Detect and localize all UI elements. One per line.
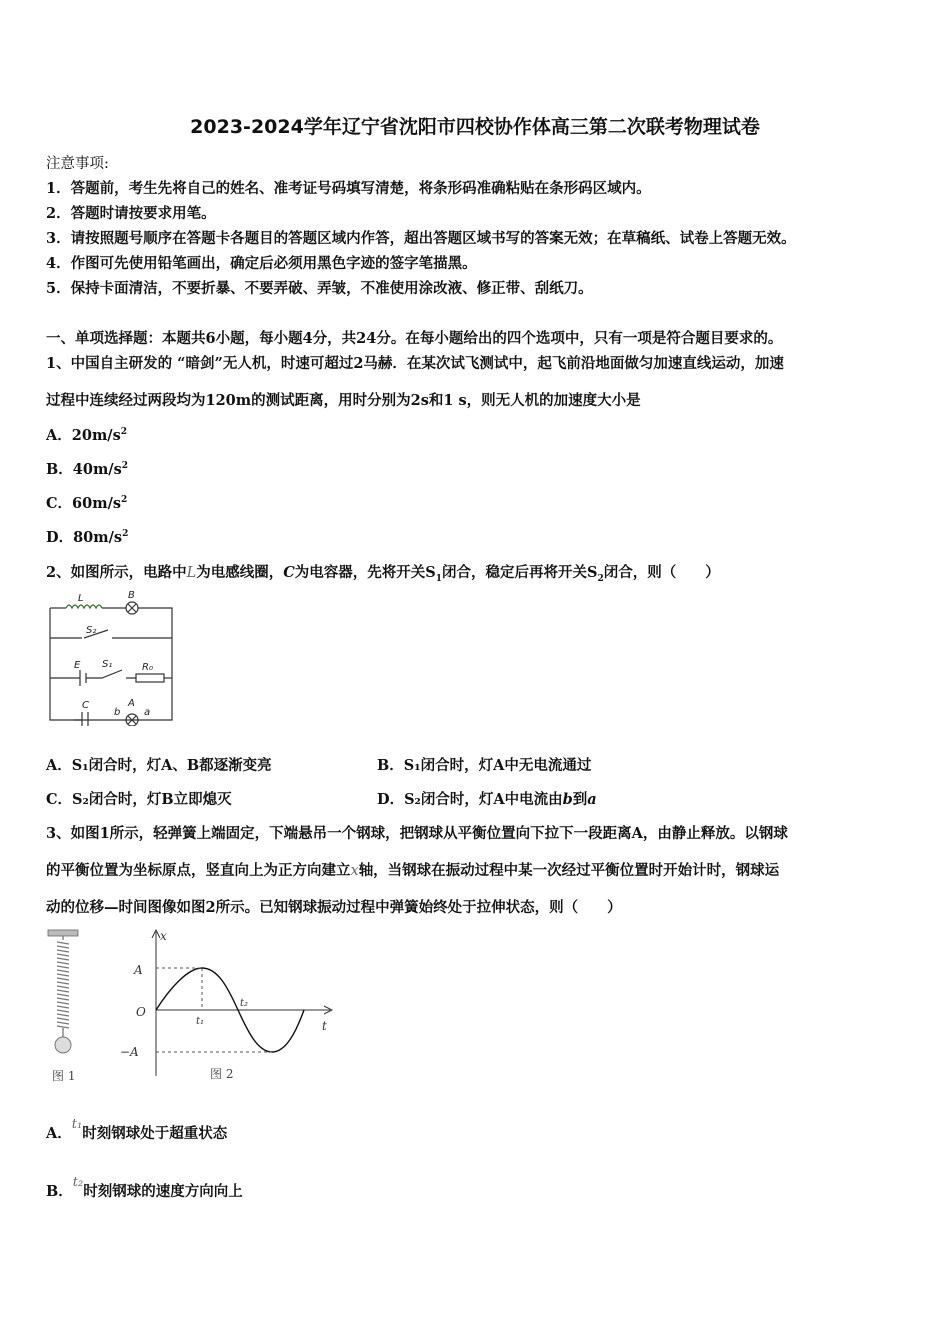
spring-figure xyxy=(44,928,84,1088)
q2-option-b[interactable]: B．S₁闭合时，灯A中无电流通过 xyxy=(377,757,592,774)
label-t2: t₂ xyxy=(240,998,249,1009)
notice-item: 1．答题前，考生先将自己的姓名、准考证号码填写清楚，将条形码准确粘贴在条形码区域内。 xyxy=(46,180,651,197)
q1-option-d[interactable]: D．$80m/s^2$ xyxy=(46,529,129,546)
circuit-diagram xyxy=(44,590,184,726)
label-origin: O xyxy=(136,1005,146,1019)
q3-stem-line2: 的平衡位置为坐标原点，竖直向上为正方向建立x轴，当钢球在振动过程中某一次经过平衡位置时开始计时，钢球运 xyxy=(46,862,780,879)
label-l: L xyxy=(78,593,84,604)
resistor-r0 xyxy=(136,674,164,682)
q2-option-a[interactable]: A．S₁闭合时，灯A、B都逐渐变亮 xyxy=(46,757,272,774)
fig1-caption: 图 1 xyxy=(52,1069,76,1083)
q1-stem-line2: 过程中连续经过两段均为120m的测试距离，用时分别为2s和1 s，则无人机的加速度大小是 xyxy=(46,392,641,409)
q3-stem-line1: 3、如图1所示，轻弹簧上端固定，下端悬吊一个钢球，把钢球从平衡位置向下拉下一段距离A，由静止释放。以钢球 xyxy=(46,825,788,842)
label-s1: S₁ xyxy=(102,659,113,670)
q3-option-a[interactable]: A．t₁时刻钢球处于超重状态 xyxy=(46,1117,228,1142)
label-r0: R₀ xyxy=(142,662,153,673)
label-t1: t₁ xyxy=(196,1016,205,1027)
label-a-lamp: A xyxy=(128,698,135,709)
label-c: C xyxy=(82,700,89,711)
label-neg-amplitude: −A xyxy=(120,1045,139,1059)
q3-option-b[interactable]: B．t₂时刻钢球的速度方向向上 xyxy=(46,1175,243,1200)
inductor-coil xyxy=(66,605,102,608)
section-heading: 一、单项选择题：本题共6小题，每小题4分，共24分。在每小题给出的四个选项中，只有一项是符合题目要求的。 xyxy=(46,330,783,347)
notice-item: 3．请按照题号顺序在答题卡各题目的答题区域内作答，超出答题区域书写的答案无效；在草稿纸、试卷上答题无效。 xyxy=(46,230,796,247)
label-a-lower: a xyxy=(144,707,151,718)
notice-item: 2．答题时请按要求用笔。 xyxy=(46,205,216,222)
axis-x-label: x xyxy=(160,929,167,943)
notice-item: 4．作图可先使用铅笔画出，确定后必须用黑色字迹的签字笔描黑。 xyxy=(46,255,477,272)
axis-t-label: t xyxy=(322,1019,327,1033)
notice-heading: 注意事项: xyxy=(46,156,109,172)
q2-stem: 2、如图所示，电路中L为电感线圈，C为电容器，先将开关$S_1$闭合，稳定后再将开关$S_2$闭合，则（ ） xyxy=(46,564,720,584)
label-amplitude: A xyxy=(134,963,143,977)
steel-ball xyxy=(55,1037,71,1053)
q1-option-c[interactable]: C．$60m/s^2$ xyxy=(46,495,128,512)
page-title: 2023-2024学年辽宁省沈阳市四校协作体高三第二次联考物理试卷 xyxy=(190,116,760,138)
q1-option-b[interactable]: B．$40m/s^2$ xyxy=(46,461,129,478)
q3-stem-line3: 动的位移—时间图像如图2所示。已知钢球振动过程中弹簧始终处于拉伸状态，则（ ） xyxy=(46,899,622,916)
q2-option-c[interactable]: C．S₂闭合时，灯B立即熄灭 xyxy=(46,791,232,808)
label-b-lower: b xyxy=(114,707,121,718)
q1-option-a[interactable]: A．$20m/s^2$ xyxy=(46,427,128,444)
spring-coil xyxy=(57,936,69,1038)
displacement-time-graph xyxy=(112,926,342,1086)
q1-stem-line1: 1、中国自主研发的 “暗剑”无人机，时速可超过2马赫．在某次试飞测试中，起飞前沿地面做匀加速直线运动，加速 xyxy=(46,355,784,372)
label-b: B xyxy=(128,590,135,601)
label-s2: S₂ xyxy=(86,625,97,636)
q2-option-d[interactable]: D．S₂闭合时，灯A中电流由b到a xyxy=(377,791,597,808)
label-e: E xyxy=(74,660,81,671)
fig2-caption: 图 2 xyxy=(210,1067,234,1081)
notice-item: 5．保持卡面清洁，不要折暴、不要弄破、弄皱，不准使用涂改液、修正带、刮纸刀。 xyxy=(46,280,593,297)
